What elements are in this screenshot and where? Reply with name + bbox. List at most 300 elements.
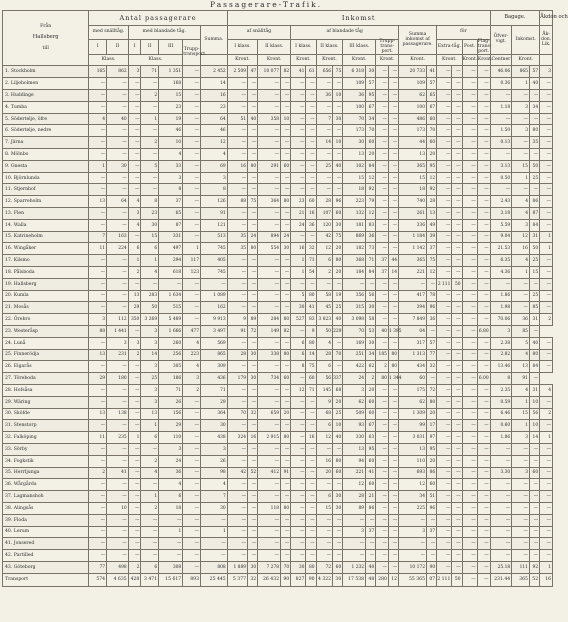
- table-cell: 3.30: [490, 467, 512, 479]
- table-cell: 4: [512, 196, 530, 208]
- table-cell: —: [183, 561, 201, 573]
- station-name: 28. Hofsåsa: [3, 384, 89, 396]
- table-cell: —: [107, 361, 129, 373]
- table-cell: —: [388, 455, 398, 467]
- table-cell: 2: [316, 266, 333, 278]
- table-cell: 40: [107, 113, 129, 125]
- table-cell: 4: [159, 149, 183, 161]
- table-cell: —: [141, 443, 159, 455]
- table-cell: 3: [141, 384, 159, 396]
- table-cell: —: [306, 160, 316, 172]
- table-cell: 745: [201, 266, 228, 278]
- table-cell: 30: [366, 302, 376, 314]
- table-cell: 51: [427, 491, 437, 503]
- page-title: Passagerare-Trafik.: [210, 0, 323, 9]
- table-cell: —: [107, 396, 129, 408]
- table-cell: —: [477, 90, 490, 102]
- table-cell: 3: [141, 361, 159, 373]
- table-cell: —: [452, 325, 462, 337]
- table-cell: 3: [141, 396, 159, 408]
- table-cell: 2 452: [201, 66, 228, 78]
- table-cell: —: [477, 408, 490, 420]
- table-cell: —: [291, 550, 306, 562]
- bagage-inkomst-header: Inkomst.: [512, 26, 540, 55]
- table-cell: —: [258, 538, 281, 550]
- table-cell: 224: [107, 243, 129, 255]
- table-cell: 94: [343, 455, 366, 467]
- table-cell: —: [462, 373, 477, 385]
- table-cell: —: [227, 302, 247, 314]
- table-cell: —: [452, 266, 462, 278]
- table-cell: 14: [141, 349, 159, 361]
- table-cell: —: [452, 125, 462, 137]
- table-cell: 30: [248, 373, 258, 385]
- table-cell: —: [462, 432, 477, 444]
- table-cell: 65: [427, 90, 437, 102]
- table-cell: —: [437, 337, 452, 349]
- table-cell: 12: [343, 479, 366, 491]
- table-cell: —: [128, 373, 141, 385]
- table-cell: —: [306, 502, 316, 514]
- table-cell: —: [529, 184, 539, 196]
- flag-header: Flag-trans-port.: [477, 39, 492, 54]
- table-cell: 4: [512, 208, 530, 220]
- table-cell: 80: [248, 160, 258, 172]
- table-row: [3, 196, 553, 208]
- table-cell: 6: [141, 243, 159, 255]
- table-cell: 20: [366, 149, 376, 161]
- transport-cell: 25 445: [201, 573, 228, 586]
- transport-row: [3, 573, 553, 586]
- table-cell: 25: [141, 373, 159, 385]
- table-cell: —: [128, 420, 141, 432]
- table-cell: —: [490, 491, 512, 503]
- table-cell: 10: [107, 502, 129, 514]
- table-row: [3, 455, 553, 467]
- table-cell: 417: [399, 290, 427, 302]
- station-name: 32. Falköping: [3, 432, 89, 444]
- table-row: [3, 231, 553, 243]
- table-cell: 34: [366, 113, 376, 125]
- table-cell: 49: [427, 219, 437, 231]
- table-cell: —: [107, 491, 129, 503]
- table-cell: —: [477, 290, 490, 302]
- table-cell: —: [89, 396, 107, 408]
- table-cell: —: [540, 526, 553, 538]
- table-cell: —: [540, 302, 553, 314]
- table-cell: —: [540, 290, 553, 302]
- station-name: 36. Wårgårda: [3, 479, 89, 491]
- table-cell: 24: [159, 455, 183, 467]
- table-cell: —: [128, 361, 141, 373]
- station-name: 1. Stockholm: [3, 66, 89, 78]
- table-cell: 11: [89, 243, 107, 255]
- table-cell: —: [388, 125, 398, 137]
- table-cell: —: [227, 172, 247, 184]
- table-cell: 0.36: [490, 78, 512, 90]
- table-cell: —: [366, 278, 376, 290]
- table-cell: —: [388, 137, 398, 149]
- table-cell: —: [388, 290, 398, 302]
- table-cell: —: [462, 137, 477, 149]
- bland-i-klass-header: I klass.: [291, 40, 316, 55]
- table-cell: —: [227, 255, 247, 267]
- table-cell: —: [89, 219, 107, 231]
- table-cell: 497: [159, 243, 183, 255]
- table-cell: 10: [333, 420, 343, 432]
- table-cell: 91: [201, 208, 228, 220]
- table-cell: 1.86: [490, 290, 512, 302]
- table-cell: 1: [159, 526, 183, 538]
- table-cell: —: [128, 278, 141, 290]
- table-cell: 80: [376, 373, 389, 385]
- table-cell: 175: [399, 384, 427, 396]
- table-cell: 70: [281, 561, 291, 573]
- table-cell: —: [258, 420, 281, 432]
- table-cell: —: [529, 538, 539, 550]
- table-cell: —: [529, 278, 539, 290]
- table-cell: —: [388, 208, 398, 220]
- table-cell: 1.18: [490, 101, 512, 113]
- table-cell: —: [306, 90, 316, 102]
- table-cell: —: [540, 443, 553, 455]
- table-cell: 60: [366, 408, 376, 420]
- table-cell: —: [540, 137, 553, 149]
- table-cell: —: [281, 514, 291, 526]
- table-cell: —: [306, 137, 316, 149]
- table-cell: —: [281, 219, 291, 231]
- table-cell: —: [281, 255, 291, 267]
- unit-9: Kront.: [462, 55, 477, 66]
- table-cell: —: [540, 278, 553, 290]
- table-cell: —: [512, 302, 530, 314]
- table-row: [3, 550, 553, 562]
- table-cell: 88: [227, 196, 247, 208]
- table-cell: 1: [540, 243, 553, 255]
- table-cell: 89: [343, 502, 366, 514]
- table-cell: 57: [427, 337, 437, 349]
- table-cell: 350: [128, 314, 141, 326]
- table-cell: 71: [366, 255, 376, 267]
- transport-cell: 2 111: [437, 573, 452, 586]
- table-cell: —: [258, 266, 281, 278]
- table-cell: —: [107, 455, 129, 467]
- table-cell: 29: [201, 396, 228, 408]
- table-cell: —: [512, 278, 530, 290]
- table-cell: 569: [201, 337, 228, 349]
- table-cell: 13: [512, 361, 530, 373]
- table-cell: —: [89, 479, 107, 491]
- table-cell: 1 309: [399, 408, 427, 420]
- table-cell: —: [227, 137, 247, 149]
- table-cell: —: [291, 502, 306, 514]
- table-cell: —: [388, 219, 398, 231]
- table-cell: 4: [201, 149, 228, 161]
- table-cell: —: [128, 526, 141, 538]
- table-cell: —: [333, 337, 343, 349]
- table-cell: 28: [316, 196, 333, 208]
- table-cell: 163: [107, 231, 129, 243]
- table-cell: —: [462, 243, 477, 255]
- table-cell: —: [183, 208, 201, 220]
- table-cell: —: [529, 325, 539, 337]
- table-cell: 36: [316, 90, 333, 102]
- table-cell: 12: [366, 172, 376, 184]
- table-cell: —: [462, 78, 477, 90]
- table-cell: —: [128, 502, 141, 514]
- table-cell: 4: [512, 255, 530, 267]
- table-cell: —: [316, 479, 333, 491]
- table-cell: —: [540, 349, 553, 361]
- table-cell: —: [490, 90, 512, 102]
- table-cell: 1: [128, 432, 141, 444]
- table-cell: —: [477, 526, 490, 538]
- table-cell: —: [227, 443, 247, 455]
- table-cell: —: [281, 550, 291, 562]
- table-cell: 80: [281, 314, 291, 326]
- table-cell: 231: [107, 349, 129, 361]
- table-cell: —: [452, 526, 462, 538]
- table-cell: —: [376, 550, 389, 562]
- summa-header: Summa.: [201, 26, 228, 55]
- table-cell: 1: [201, 526, 228, 538]
- table-cell: 165: [89, 66, 107, 78]
- table-cell: —: [316, 125, 333, 137]
- table-body: [3, 66, 553, 573]
- table-cell: —: [291, 137, 306, 149]
- table-cell: 364: [258, 196, 281, 208]
- table-cell: 2: [141, 90, 159, 102]
- table-cell: 477: [183, 325, 201, 337]
- table-cell: —: [107, 184, 129, 196]
- table-cell: —: [291, 149, 306, 161]
- table-cell: —: [388, 561, 398, 573]
- table-cell: —: [490, 550, 512, 562]
- table-cell: —: [227, 290, 247, 302]
- table-cell: 229: [333, 325, 343, 337]
- table-cell: 95: [366, 90, 376, 102]
- table-cell: —: [306, 443, 316, 455]
- table-cell: —: [437, 90, 452, 102]
- table-cell: —: [107, 278, 129, 290]
- table-cell: 1 395: [388, 325, 398, 337]
- station-name: 24. Lunå: [3, 337, 89, 349]
- table-cell: —: [291, 408, 306, 420]
- table-cell: 71: [201, 384, 228, 396]
- table-cell: —: [89, 455, 107, 467]
- table-cell: —: [291, 125, 306, 137]
- table-cell: 10: [529, 396, 539, 408]
- table-cell: 3: [343, 526, 366, 538]
- table-cell: —: [462, 302, 477, 314]
- table-cell: 317: [399, 337, 427, 349]
- table-cell: 3: [107, 337, 129, 349]
- table-cell: —: [281, 302, 291, 314]
- table-cell: 56: [316, 373, 333, 385]
- table-cell: —: [281, 290, 291, 302]
- table-cell: —: [452, 337, 462, 349]
- table-cell: —: [183, 550, 201, 562]
- table-cell: 30: [333, 113, 343, 125]
- table-cell: 36: [366, 231, 376, 243]
- table-cell: —: [477, 66, 490, 78]
- table-cell: 13: [427, 208, 437, 220]
- table-cell: 60: [366, 137, 376, 149]
- table-cell: 80: [333, 255, 343, 267]
- table-cell: —: [333, 78, 343, 90]
- table-cell: —: [376, 491, 389, 503]
- af-snalltag-header: af snälltåg: [227, 26, 290, 40]
- table-cell: —: [462, 455, 477, 467]
- table-cell: —: [227, 420, 247, 432]
- table-cell: —: [452, 101, 462, 113]
- table-cell: 405: [201, 255, 228, 267]
- table-cell: —: [128, 443, 141, 455]
- table-cell: —: [376, 443, 389, 455]
- unit-11: Kront.: [512, 55, 540, 66]
- table-cell: 4: [183, 361, 201, 373]
- station-name: 20. Kumla: [3, 290, 89, 302]
- table-cell: 4: [159, 479, 183, 491]
- table-cell: 515: [159, 302, 183, 314]
- table-cell: —: [107, 526, 129, 538]
- station-name: 29. Wäring: [3, 396, 89, 408]
- table-cell: 15: [141, 231, 159, 243]
- station-name: 8. Mölnbo: [3, 149, 89, 161]
- table-row: [3, 125, 553, 137]
- table-cell: —: [540, 208, 553, 220]
- table-cell: —: [258, 443, 281, 455]
- table-cell: —: [462, 337, 477, 349]
- table-cell: —: [183, 219, 201, 231]
- table-cell: 1: [89, 160, 107, 172]
- table-cell: 2: [540, 408, 553, 420]
- table-cell: 0.13: [490, 137, 512, 149]
- table-cell: 30: [201, 502, 228, 514]
- table-cell: 97: [427, 432, 437, 444]
- table-cell: —: [376, 314, 389, 326]
- table-cell: 117: [183, 255, 201, 267]
- table-cell: —: [281, 184, 291, 196]
- table-cell: —: [540, 113, 553, 125]
- table-cell: 30: [291, 561, 306, 573]
- table-cell: 23: [159, 101, 183, 113]
- table-cell: —: [490, 455, 512, 467]
- table-cell: 61: [306, 66, 316, 78]
- table-cell: 25.18: [490, 561, 512, 573]
- table-cell: —: [128, 467, 141, 479]
- table-cell: —: [452, 160, 462, 172]
- table-cell: 90: [427, 561, 437, 573]
- table-cell: 2: [141, 455, 159, 467]
- table-cell: 80: [306, 337, 316, 349]
- table-cell: 60: [333, 561, 343, 573]
- table-row: [3, 561, 553, 573]
- table-cell: —: [183, 432, 201, 444]
- station-name: 26. Elgarås: [3, 361, 89, 373]
- table-cell: 527: [291, 314, 306, 326]
- table-cell: 41: [291, 66, 306, 78]
- table-cell: —: [437, 160, 452, 172]
- table-cell: 2: [141, 502, 159, 514]
- table-cell: —: [183, 113, 201, 125]
- table-cell: —: [462, 561, 477, 573]
- table-cell: —: [201, 514, 228, 526]
- table-cell: —: [452, 384, 462, 396]
- table-cell: —: [388, 408, 398, 420]
- table-cell: —: [107, 290, 129, 302]
- table-cell: 223: [183, 349, 201, 361]
- table-cell: 98: [201, 467, 228, 479]
- table-cell: —: [343, 538, 366, 550]
- table-cell: 40: [333, 432, 343, 444]
- table-cell: —: [388, 196, 398, 208]
- table-cell: —: [462, 538, 477, 550]
- table-cell: —: [183, 149, 201, 161]
- transport-cell: —: [462, 573, 477, 586]
- station-name: 30. Sköfde: [3, 408, 89, 420]
- table-cell: 260: [159, 337, 183, 349]
- table-cell: —: [316, 550, 333, 562]
- table-cell: —: [462, 502, 477, 514]
- table-cell: —: [316, 443, 333, 455]
- table-cell: —: [281, 396, 291, 408]
- table-cell: 109: [343, 78, 366, 90]
- table-cell: 88: [89, 325, 107, 337]
- table-cell: 3: [512, 101, 530, 113]
- traffic-table: [2, 10, 568, 587]
- table-cell: —: [376, 455, 389, 467]
- table-cell: —: [291, 113, 306, 125]
- table-cell: —: [258, 361, 281, 373]
- table-cell: 72: [316, 561, 333, 573]
- table-cell: 20: [427, 408, 437, 420]
- table-cell: —: [540, 149, 553, 161]
- table-cell: —: [107, 172, 129, 184]
- table-cell: 185: [376, 349, 389, 361]
- table-cell: —: [490, 538, 512, 550]
- table-cell: —: [490, 278, 512, 290]
- table-cell: —: [437, 514, 452, 526]
- table-cell: —: [427, 550, 437, 562]
- table-cell: —: [462, 550, 477, 562]
- table-cell: 42: [316, 231, 333, 243]
- snall-i-klass-header: I klass.: [227, 40, 257, 55]
- table-cell: —: [376, 337, 389, 349]
- table-cell: 120: [316, 219, 333, 231]
- table-cell: —: [281, 78, 291, 90]
- table-cell: —: [201, 550, 228, 562]
- table-cell: —: [437, 302, 452, 314]
- table-cell: 3 823: [316, 314, 333, 326]
- table-cell: 13: [89, 349, 107, 361]
- table-cell: —: [540, 266, 553, 278]
- table-cell: 12: [399, 479, 427, 491]
- table-cell: 13: [343, 443, 366, 455]
- table-cell: —: [477, 384, 490, 396]
- table-cell: 35: [227, 243, 247, 255]
- table-cell: 1.50: [490, 125, 512, 137]
- station-name: 4. Tumba: [3, 101, 89, 113]
- table-cell: 29: [89, 373, 107, 385]
- table-cell: —: [452, 420, 462, 432]
- table-cell: 80: [529, 349, 539, 361]
- transport-cell: —: [477, 573, 490, 586]
- table-cell: —: [437, 538, 452, 550]
- table-cell: 31: [529, 231, 539, 243]
- table-cell: 12: [316, 243, 333, 255]
- table-cell: 12: [201, 137, 228, 149]
